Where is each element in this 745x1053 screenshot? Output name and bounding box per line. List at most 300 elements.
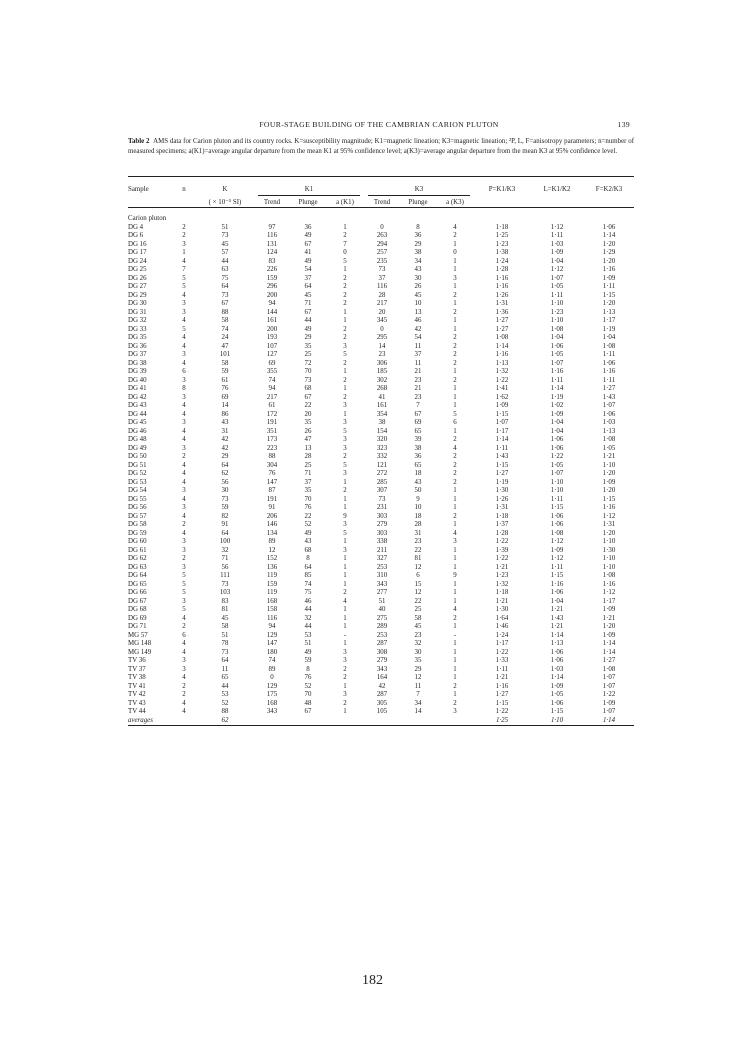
cell-l: 1·12	[550, 538, 564, 545]
cell-k: 59	[221, 504, 229, 511]
cell-k1-trend: 351	[266, 427, 278, 435]
table-row	[128, 241, 634, 250]
cell-a-k3: 2	[453, 291, 457, 299]
cell-sample: MG 148	[128, 640, 152, 647]
cell-n: 5	[182, 572, 186, 579]
cell-f: 1·19	[602, 325, 616, 333]
cell-k1-plunge: 26	[304, 427, 312, 435]
cell-a-k3: 1	[453, 487, 457, 494]
cell-a-k1: 2	[343, 283, 347, 290]
cell-a-k1: 1	[343, 495, 347, 503]
cell-l: 1·19	[550, 393, 564, 401]
table-row	[128, 377, 634, 386]
cell-k: 57	[221, 249, 229, 256]
cell-a-k3: 1	[453, 402, 457, 409]
cell-n: 4	[182, 402, 186, 409]
cell-a-k1: 2	[343, 291, 347, 299]
table-row	[128, 224, 634, 233]
cell-k: 44	[221, 682, 229, 690]
cell-n: 4	[182, 648, 186, 656]
cell-k1-trend: 69	[268, 359, 276, 367]
cell-a-k1: 0	[343, 249, 347, 256]
cell-k1-plunge: 49	[304, 232, 312, 239]
cell-k: 24	[221, 334, 229, 341]
cell-k: 42	[221, 444, 229, 452]
cell-k1-trend: 12	[268, 546, 276, 554]
cell-l: 1·07	[550, 274, 564, 282]
cell-k3-plunge: 67	[414, 410, 422, 418]
cell-a-k3: 2	[453, 512, 457, 520]
cell-a-k3: 1	[453, 674, 457, 681]
cell-k3-plunge: 13	[414, 308, 422, 316]
cell-k3-plunge: 6	[416, 572, 420, 579]
cell-f: 1·15	[602, 291, 616, 299]
cell-n: 4	[182, 436, 186, 443]
cell-k3-plunge: 31	[414, 529, 422, 537]
cell-k3-plunge: 11	[414, 682, 422, 690]
cell-k: 29	[221, 453, 229, 460]
cell-p: 1·21	[495, 563, 509, 571]
cell-k: 88	[221, 708, 229, 715]
cell-sample: DG 27	[128, 283, 147, 290]
cell-n: 2	[182, 453, 186, 460]
cell-k3-plunge: 54	[414, 334, 422, 341]
cell-k1-plunge: 22	[304, 512, 312, 520]
cell-p: 1·27	[495, 470, 509, 477]
cell-k3-trend: 253	[376, 563, 388, 571]
cell-a-k3: -	[453, 631, 457, 639]
cell-k3-trend: 268	[376, 385, 388, 392]
cell-k1-plunge: 67	[304, 393, 312, 401]
cell-f: 1·20	[602, 623, 616, 630]
cell-k3-plunge: 7	[416, 402, 420, 409]
cell-p: 1·08	[495, 334, 509, 341]
cell-k3-plunge: 37	[414, 351, 422, 358]
cell-sample: DG 48	[128, 436, 147, 443]
cell-n: 4	[182, 427, 186, 435]
cell-f: 1·20	[602, 470, 616, 477]
cell-k: 91	[221, 521, 229, 528]
cell-l: 1·15	[550, 504, 564, 511]
cell-k1-plunge: 45	[304, 291, 312, 299]
cell-p: 1·36	[495, 308, 509, 316]
cell-sample: DG 40	[128, 376, 147, 384]
cell-a-k1: 1	[343, 572, 347, 579]
cell-k3-trend: 217	[376, 300, 388, 307]
cell-a-k3: 5	[453, 410, 457, 418]
table-row	[128, 368, 634, 377]
cell-k3-plunge: 23	[414, 631, 422, 639]
cell-l: 1·15	[550, 708, 564, 715]
cell-k: 59	[221, 368, 229, 375]
cell-k1-trend: 152	[266, 555, 278, 562]
cell-f: 1·29	[602, 249, 616, 256]
table-row	[128, 598, 634, 607]
cell-sample: DG 16	[128, 240, 147, 248]
cell-sample: TV 43	[128, 699, 146, 707]
cell-p: 1·11	[495, 444, 509, 452]
journal-page-number: 139	[617, 120, 630, 129]
cell-k3-plunge: 21	[414, 385, 422, 392]
cell-n: 3	[182, 419, 186, 426]
cell-f: 1·14	[602, 640, 616, 647]
header-n: n	[172, 177, 196, 195]
cell-k3-trend: 257	[376, 249, 388, 256]
cell-k1-plunge: 85	[304, 572, 312, 579]
cell-a-k3: 9	[453, 572, 457, 579]
cell-n: 4	[182, 342, 186, 350]
cell-k1-plunge: 13	[304, 444, 312, 452]
cell-k3-trend: 14	[378, 342, 386, 350]
cell-a-k3: 1	[453, 563, 457, 571]
cell-n: 3	[182, 597, 186, 605]
cell-k1-trend: 159	[266, 274, 278, 282]
cell-l: 1·21	[550, 623, 564, 630]
cell-k1-plunge: 25	[304, 351, 312, 358]
cell-a-k3: 1	[453, 648, 457, 656]
cell-k3-trend: 161	[376, 402, 388, 409]
cell-sample: DG 68	[128, 606, 147, 613]
cell-k1-plunge: 49	[304, 257, 312, 265]
cell-k1-trend: 175	[266, 691, 278, 698]
cell-n: 4	[182, 708, 186, 715]
cell-p: 1·15	[495, 461, 509, 469]
cell-f: 1·06	[602, 410, 616, 418]
cell-k3-plunge: 7	[416, 691, 420, 698]
cell-a-k1: 1	[343, 385, 347, 392]
cell-l: 1·14	[550, 385, 564, 392]
cell-k1-trend: 74	[268, 657, 276, 664]
cell-l: 1·16	[550, 368, 564, 375]
cell-f: 1·20	[602, 300, 616, 307]
cell-k: 64	[221, 529, 229, 537]
cell-f: 1·14	[602, 232, 616, 239]
cell-p: 1·22	[495, 538, 509, 545]
cell-f: 1·27	[602, 385, 616, 392]
cell-n: 4	[182, 674, 186, 681]
cell-f: 1·08	[602, 665, 616, 673]
cell-p: 1·22	[495, 708, 509, 715]
cell-n: 6	[182, 368, 186, 375]
cell-a-k3: 1	[453, 495, 457, 503]
cell-k1-plunge: 44	[304, 317, 312, 324]
cell-k1-trend: 107	[266, 342, 278, 350]
cell-f: 1·07	[602, 708, 616, 715]
cell-k3-trend: 164	[376, 674, 388, 681]
ams-data-table	[128, 176, 634, 726]
cell-a-k1: 3	[343, 648, 347, 656]
table-label: Table 2	[128, 138, 150, 145]
cell-p: 1·24	[495, 257, 509, 265]
cell-l: 1·11	[550, 495, 564, 503]
cell-k3-plunge: 43	[414, 478, 422, 486]
cell-n: 4	[182, 257, 186, 265]
cell-sample: DG 65	[128, 580, 147, 588]
cell-k1-trend: 129	[266, 682, 278, 690]
cell-k3-plunge: 18	[414, 470, 422, 477]
cell-a-k3: 1	[453, 393, 457, 401]
cell-k3-trend: 0	[380, 223, 384, 231]
cell-k1-trend: 200	[266, 291, 278, 299]
cell-k1-plunge: 29	[304, 334, 312, 341]
cell-a-k1: 2	[343, 376, 347, 384]
cell-n: 4	[182, 512, 186, 520]
cell-k1-trend: 89	[268, 665, 276, 673]
cell-k3-trend: 0	[380, 325, 384, 333]
cell-k3-plunge: 36	[414, 453, 422, 460]
cell-n: 3	[182, 546, 186, 554]
cell-k: 45	[221, 240, 229, 248]
cell-n: 4	[182, 640, 186, 647]
cell-a-k3: 3	[453, 538, 457, 545]
cell-k3-trend: 40	[378, 606, 386, 613]
cell-k1-trend: 159	[266, 580, 278, 588]
cell-k3-trend: 20	[378, 308, 386, 316]
cell-a-k3: 4	[453, 223, 457, 231]
table-row	[128, 504, 634, 513]
cell-k1-trend: 158	[266, 606, 278, 613]
cell-l: 1·14	[550, 631, 564, 639]
cell-k3-plunge: 32	[414, 640, 422, 647]
table-row	[128, 555, 634, 564]
cell-f: 1·21	[602, 453, 616, 460]
cell-p: 1·17	[495, 640, 509, 647]
cell-p: 1·28	[495, 529, 509, 537]
cell-f: 1·10	[602, 563, 616, 571]
cell-n: 4	[182, 359, 186, 367]
cell-k: 82	[221, 512, 229, 520]
cell-k3-plunge: 30	[414, 648, 422, 656]
cell-a-k1: 1	[343, 623, 347, 630]
cell-p: 1·13	[495, 359, 509, 367]
cell-n: 3	[182, 393, 186, 401]
cell-p: 1·28	[495, 266, 509, 273]
cell-k3-trend: 303	[376, 529, 388, 537]
cell-k3-plunge: 15	[414, 580, 422, 588]
cell-n: 4	[182, 614, 186, 622]
cell-k3-trend: 343	[376, 580, 388, 588]
cell-k3-trend: 28	[378, 291, 386, 299]
cell-l: 1·07	[550, 470, 564, 477]
cell-k3-plunge: 29	[414, 240, 422, 248]
cell-a-k3: 2	[453, 699, 457, 707]
header-f: F=K2/K3	[584, 177, 634, 195]
cell-f: 1·20	[602, 529, 616, 537]
cell-l: 1·10	[550, 487, 564, 494]
cell-k: 73	[221, 232, 229, 239]
cell-f: 1·16	[602, 266, 616, 273]
header-k3: K3	[414, 185, 424, 193]
cell-a-k1: 5	[343, 257, 347, 265]
cell-k1-trend: 206	[266, 512, 278, 520]
group-label: Carion pluton	[128, 215, 167, 222]
table-row	[128, 283, 634, 292]
cell-a-k1: 2	[343, 665, 347, 673]
cell-n: 5	[182, 283, 186, 290]
cell-k3-plunge: 12	[414, 563, 422, 571]
cell-f: 1·15	[602, 495, 616, 503]
cell-k: 73	[221, 495, 229, 503]
cell-k: 83	[221, 597, 229, 605]
cell-f: 1·17	[602, 597, 616, 605]
cell-a-k1: 3	[343, 444, 347, 452]
cell-p: 1·18	[495, 223, 509, 231]
table-row	[128, 589, 634, 598]
cell-l: 1·06	[550, 512, 564, 520]
cell-k1-plunge: 8	[306, 555, 310, 562]
cell-k1-plunge: 70	[304, 368, 312, 375]
cell-a-k1: 2	[343, 674, 347, 681]
cell-f: 1·12	[602, 512, 616, 520]
cell-k1-trend: 89	[268, 538, 276, 545]
averages-k: 62	[196, 717, 254, 726]
cell-f: 1·07	[602, 682, 616, 690]
cell-f: 1·13	[602, 308, 616, 316]
cell-a-k1: 1	[343, 538, 347, 545]
cell-k1-plunge: 32	[304, 614, 312, 622]
table-row	[128, 513, 634, 522]
cell-k: 58	[221, 317, 229, 324]
cell-f: 1·43	[602, 393, 616, 401]
cell-p: 1·31	[495, 300, 509, 307]
cell-sample: DG 46	[128, 427, 147, 435]
cell-f: 1·10	[602, 538, 616, 545]
cell-k: 52	[221, 699, 229, 707]
header-k: K	[196, 177, 254, 195]
cell-k3-trend: 38	[378, 419, 386, 426]
cell-k3-trend: 42	[378, 682, 386, 690]
cell-n: 3	[182, 300, 186, 307]
cell-sample: DG 43	[128, 402, 147, 409]
cell-n: 4	[182, 478, 186, 486]
cell-n: 5	[182, 325, 186, 333]
table-row	[128, 521, 634, 530]
cell-k3-plunge: 12	[414, 589, 422, 596]
cell-k3-plunge: 69	[414, 419, 422, 426]
cell-k: 78	[221, 640, 229, 647]
cell-k3-trend: 320	[376, 436, 388, 443]
table-row	[128, 300, 634, 309]
cell-f: 1·13	[602, 427, 616, 435]
cell-k3-plunge: 38	[414, 249, 422, 256]
cell-sample: DG 49	[128, 444, 147, 452]
cell-k: 81	[221, 606, 229, 613]
cell-k3-trend: 235	[376, 257, 388, 265]
cell-k1-trend: 226	[266, 266, 278, 273]
cell-k3-trend: 287	[376, 691, 388, 698]
cell-n: 4	[182, 317, 186, 324]
cell-sample: DG 56	[128, 504, 147, 511]
cell-sample: TV 36	[128, 657, 146, 664]
cell-k: 56	[221, 478, 229, 486]
cell-k1-trend: 217	[266, 393, 278, 401]
cell-p: 1·31	[495, 504, 509, 511]
cell-k1-plunge: 28	[304, 453, 312, 460]
cell-k: 45	[221, 614, 229, 622]
cell-n: 4	[182, 291, 186, 299]
table-row	[128, 530, 634, 539]
averages-f: 1·14	[584, 717, 634, 726]
cell-l: 1·11	[550, 376, 564, 384]
cell-l: 1·06	[550, 444, 564, 452]
header-l: L=K1/K2	[530, 177, 584, 195]
cell-a-k3: 1	[453, 691, 457, 698]
cell-k: 64	[221, 283, 229, 290]
cell-k1-plunge: 74	[304, 580, 312, 588]
cell-n: 4	[182, 334, 186, 341]
cell-sample: DG 50	[128, 453, 147, 460]
cell-k1-plunge: 67	[304, 708, 312, 715]
cell-k3-plunge: 34	[414, 699, 422, 707]
cell-k3-plunge: 21	[414, 368, 422, 375]
cell-k3-trend: 51	[378, 597, 386, 605]
cell-k3-trend: 307	[376, 487, 388, 494]
cell-k3-trend: 327	[376, 555, 388, 562]
table-row	[128, 334, 634, 343]
header-k3-plunge: Plunge	[400, 194, 436, 208]
cell-a-k1: 1	[343, 682, 347, 690]
cell-sample: MG 57	[128, 631, 148, 639]
cell-l: 1·12	[550, 555, 564, 562]
cell-f: 1·27	[602, 657, 616, 664]
cell-n: 3	[182, 308, 186, 316]
cell-k: 14	[221, 402, 229, 409]
cell-k: 101	[219, 351, 231, 358]
cell-n: 8	[182, 385, 186, 392]
cell-k3-trend: 323	[376, 444, 388, 452]
cell-a-k3: 1	[453, 623, 457, 630]
cell-n: 3	[182, 538, 186, 545]
table-caption	[128, 137, 634, 156]
cell-k1-plunge: 54	[304, 266, 312, 273]
cell-k1-trend: 91	[268, 504, 276, 511]
cell-k1-plunge: 37	[304, 274, 312, 282]
cell-a-k1: 1	[343, 223, 347, 231]
cell-k: 56	[221, 563, 229, 571]
cell-k: 103	[219, 589, 231, 596]
cell-k: 61	[221, 376, 229, 384]
cell-f: 1·09	[602, 478, 616, 486]
table-row	[128, 649, 634, 658]
cell-k3-plunge: 43	[414, 266, 422, 273]
cell-a-k1: 1	[343, 640, 347, 647]
cell-k: 67	[221, 300, 229, 307]
header-p: P=K1/K3	[474, 177, 530, 195]
cell-p: 1·21	[495, 674, 509, 681]
table-row	[128, 572, 634, 581]
cell-a-k3: 1	[453, 427, 457, 435]
cell-k1-trend: 94	[268, 385, 276, 392]
table-row	[128, 547, 634, 556]
cell-l: 1·11	[550, 232, 564, 239]
table-row	[128, 632, 634, 641]
cell-k: 73	[221, 648, 229, 656]
cell-k1-plunge: 37	[304, 478, 312, 486]
table-row	[128, 564, 634, 573]
cell-k1-plunge: 35	[304, 342, 312, 350]
cell-k3-plunge: 46	[414, 317, 422, 324]
table-row	[128, 606, 634, 615]
cell-l: 1·10	[550, 317, 564, 324]
cell-sample: DG 69	[128, 614, 147, 622]
cell-n: 3	[182, 563, 186, 571]
cell-a-k3: 1	[453, 283, 457, 290]
cell-k3-trend: 105	[376, 708, 388, 715]
cell-k1-trend: 144	[266, 308, 278, 316]
cell-k1-trend: 0	[270, 674, 274, 681]
cell-k: 71	[221, 555, 229, 562]
cell-sample: DG 66	[128, 589, 147, 596]
